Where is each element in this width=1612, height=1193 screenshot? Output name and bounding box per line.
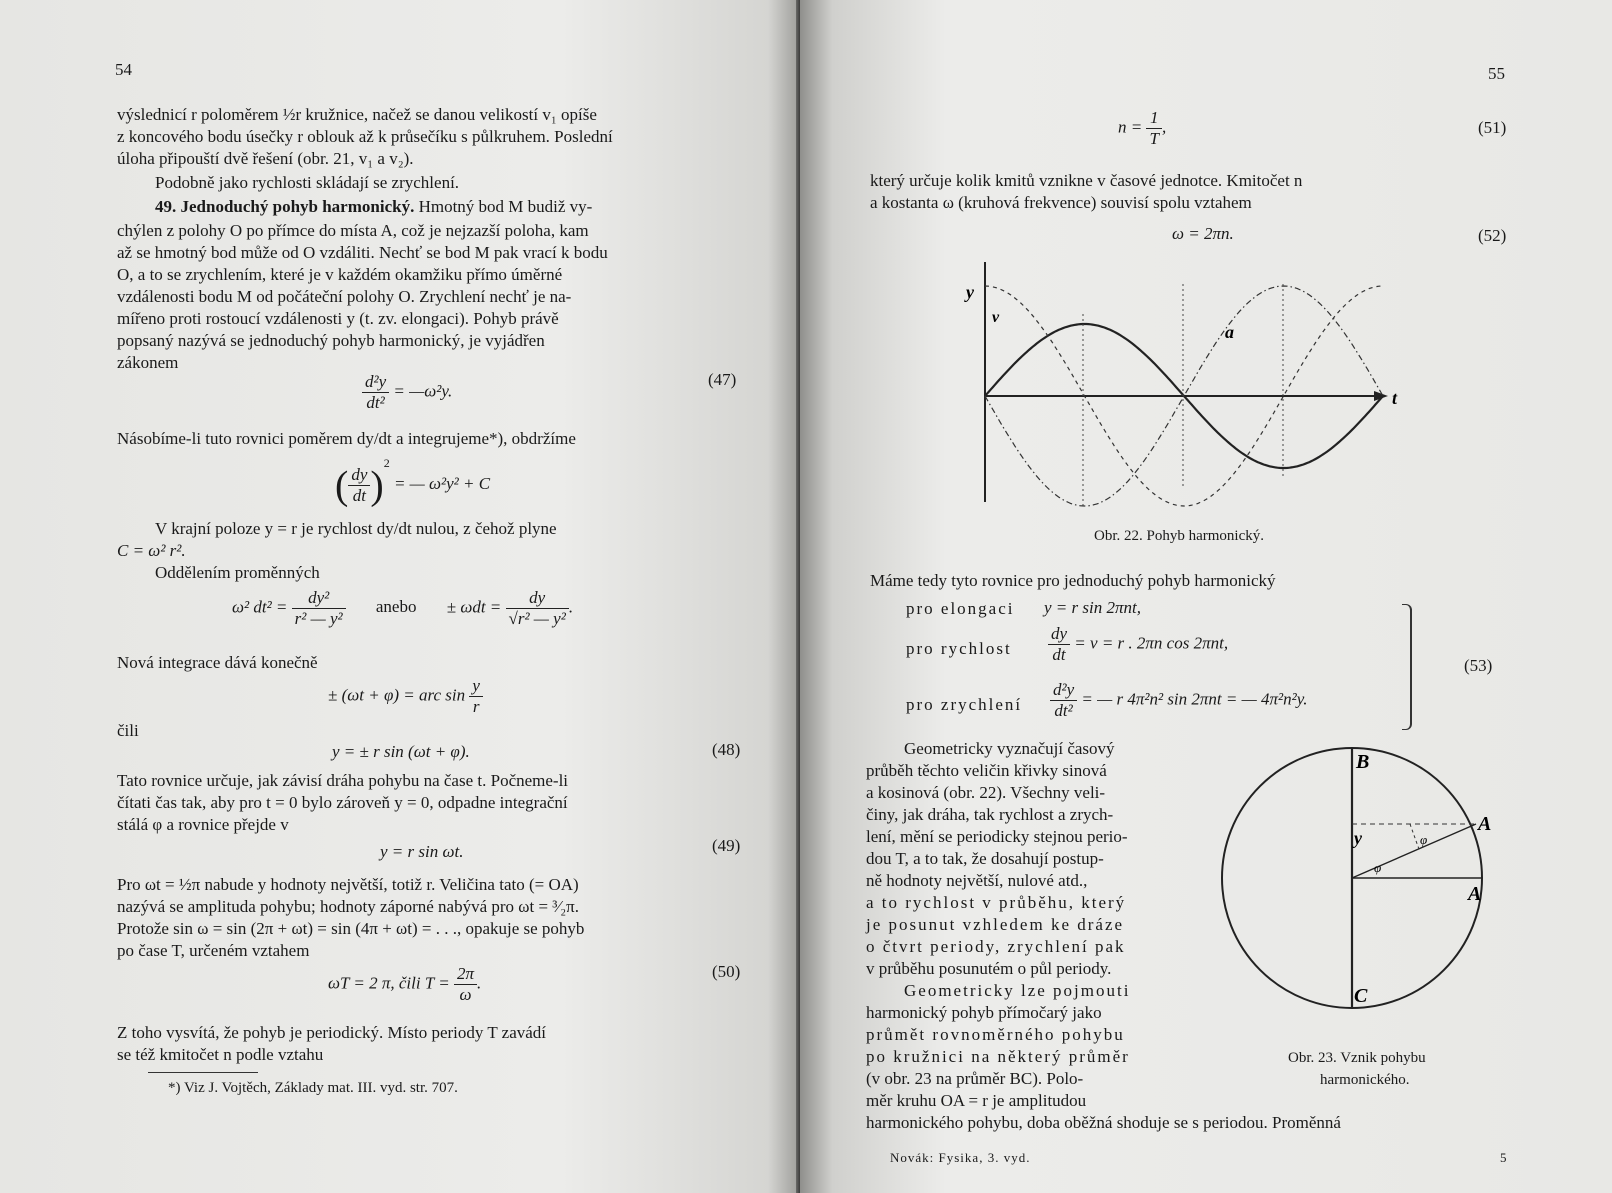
equation-part: . — [568, 597, 574, 617]
text-line: Geometricky lze pojmouti — [904, 981, 1131, 1000]
text-line: dou T, a to tak, že dosahují postup- — [866, 849, 1104, 868]
equation-number: (47) — [708, 370, 737, 389]
equation-48: y = ± r sin (ωt + φ). — [332, 742, 470, 761]
label-a-prime: A — [1468, 883, 1482, 905]
text-line: Tato rovnice určuje, jak závisí dráha pohybu na čase t. Počneme-li — [117, 771, 569, 790]
footnote-rule — [148, 1072, 258, 1073]
text-span: Hmotný bod M budiž vy- — [414, 197, 593, 216]
text-line: harmonický pohyb přímočarý jako — [866, 1003, 1102, 1022]
eq53-row-3 — [1050, 680, 1308, 721]
equation-integration — [328, 676, 483, 717]
radius-moving — [1352, 824, 1476, 878]
text-line: měr kruhu OA = r je amplitudou — [866, 1091, 1087, 1110]
text-line: zákonem — [117, 353, 179, 372]
eq53-label: pro zrychlení — [906, 695, 1023, 714]
equation-part: . — [477, 973, 482, 993]
numerator: y — [469, 676, 483, 697]
text-line: Protože sin ω = sin (2π + ωt) = sin (4π + ωt) = . . ., opakuje se pohyb — [117, 919, 585, 938]
text-line: a kosinová (obr. 22). Všechny veli- — [866, 783, 1106, 802]
numerator: d²y — [1050, 680, 1077, 701]
denominator: dt — [1052, 645, 1066, 664]
denominator: dt² — [1054, 701, 1073, 720]
text-line: Nová integrace dává konečně — [117, 653, 318, 672]
text-line: Oddělením proměnných — [155, 563, 320, 582]
fraction — [348, 465, 370, 506]
text-line: popsaný nazývá se jednoduchý pohyb harmonický, je vyjádřen — [117, 331, 545, 350]
numerator: 2π — [454, 964, 477, 985]
left-page — [0, 0, 800, 1193]
label-v: v — [992, 309, 1000, 326]
fraction — [292, 588, 346, 629]
text-line: Máme tedy tyto rovnice pro jednoduchý pohyb harmonický — [870, 571, 1276, 590]
page-number: 55 — [1488, 64, 1505, 83]
fraction — [506, 588, 569, 629]
equation-part: ω² dt² = — [232, 597, 288, 617]
equation-52: ω = 2πn. — [1172, 224, 1234, 243]
equation-51 — [1118, 108, 1166, 149]
numerator: dy — [348, 465, 370, 486]
numerator: dy² — [292, 588, 346, 609]
label-b: B — [1356, 751, 1370, 773]
page-footer-number: 5 — [1500, 1150, 1508, 1165]
equation-number: (53) — [1464, 656, 1493, 675]
section-heading-line — [155, 196, 592, 218]
equation-49: y = r sin ωt. — [380, 842, 464, 861]
text-line: lení, mění se periodicky stejnou perio- — [866, 827, 1128, 846]
eq53-row-1: y = r sin 2πnt, — [1044, 598, 1141, 617]
fraction — [1146, 108, 1161, 149]
equation-rhs: = —ω²y. — [393, 381, 453, 401]
equation-number: (50) — [712, 962, 741, 981]
numerator: dy — [1048, 624, 1070, 645]
right-brace — [1402, 604, 1412, 730]
numerator: dy — [506, 588, 569, 609]
denominator: dt — [352, 485, 366, 505]
label-c: C — [1354, 985, 1368, 1007]
text-span: shoduje se s periodou. Proměnná — [1116, 1113, 1341, 1132]
text-line: stálá φ a rovnice přejde v — [117, 815, 289, 834]
text-line: a kostanta ω (kruhová frekvence) souvisí spolu vztahem — [870, 193, 1252, 212]
text-line: který určuje kolik kmitů vznikne v časové jednotce. Kmitočet n — [870, 171, 1303, 190]
text-line: po kružnici na některý průměr — [866, 1047, 1130, 1066]
equation-rhs: = — r 4π²n² sin 2πnt = — 4π²n²y. — [1081, 689, 1308, 709]
text-line — [866, 1112, 1341, 1134]
footnote: *) Viz J. Vojtěch, Základy mat. III. vyd. str. 707. — [168, 1080, 458, 1096]
equation-part: ωT = 2 π, čili T = — [328, 973, 450, 993]
text-line: průmět rovnoměrného pohybu — [866, 1025, 1125, 1044]
text-line: nazývá se amplituda pohybu; hodnoty záporné nabývá pro ωt = ³⁄₂π. — [117, 897, 579, 916]
text-line: Podobně jako rychlosti skládají se zrychlení. — [155, 173, 460, 192]
denominator: r — [472, 697, 480, 716]
guide-line — [1410, 824, 1420, 852]
text-line: V krajní poloze y = r je rychlost dy/dt nulou, z čehož plyne — [155, 519, 557, 538]
denominator: dt² — [366, 393, 385, 412]
fraction — [469, 676, 483, 717]
text-line: až se hmotný bod může od O vzdáliti. Nechť se bod M pak vrací k bodu — [117, 243, 608, 262]
denominator: T — [1149, 129, 1159, 148]
equation-number: (49) — [712, 836, 741, 855]
text-line: činy, jak dráha, tak rychlost a zrych- — [866, 805, 1114, 824]
equation-number: (48) — [712, 740, 741, 759]
text-line: O, a to se zrychlením, které je v každém okamžiku přímo úměrné — [117, 265, 563, 284]
text-line: průběh těchto veličin křivky sinová — [866, 761, 1107, 780]
eq53-row-2 — [1048, 624, 1228, 665]
text-line: Pro ωt = ½π nabude y hodnoty největší, totiž r. Veličina tato (= OA) — [117, 875, 579, 894]
text-line: vzdálenosti bodu M od počáteční polohy O. Zrychlení nechť je na- — [117, 287, 572, 306]
denominator: √r² — y² — [508, 609, 566, 628]
equation-part: ± (ωt + φ) = arc sin — [328, 685, 466, 705]
text-line: se též kmitočet n podle vztahu — [117, 1045, 324, 1064]
text-line: o čtvrt periody, zrychlení pak — [866, 937, 1126, 956]
right-page — [800, 0, 1612, 1193]
exponent: 2 — [383, 456, 390, 470]
label-a: a — [1225, 322, 1234, 342]
text-line: Násobíme-li tuto rovnici poměrem dy/dt a integrujeme*), obdržíme — [117, 429, 576, 448]
label-y: y — [1354, 828, 1362, 848]
equation-rhs: = — ω²y² + C — [393, 474, 491, 493]
label-a: A — [1478, 813, 1492, 835]
label-phi: φ — [1420, 832, 1428, 847]
text-line: čili — [117, 721, 139, 740]
equation-rhs: = v = r . 2πn cos 2πnt, — [1074, 633, 1229, 653]
fraction — [1048, 624, 1070, 665]
fraction — [1050, 680, 1077, 721]
label-phi: φ — [1374, 860, 1382, 875]
equation-c: ( $\frac{dy}{dt}$ )$^2$ = — ω²y² + C — [335, 456, 491, 508]
text-line: v průběhu posunutém o půl periody. — [866, 959, 1112, 978]
equation-number: (52) — [1478, 226, 1507, 245]
text-line: úloha připouští dvě řešení (obr. 21, v₁ a v₂). — [117, 149, 414, 168]
label-y: y — [966, 282, 974, 302]
text-line: mířeno proti rostoucí vzdálenosti y (t. zv. elongaci). Pohyb právě — [117, 309, 559, 328]
figure-22-harmonic-motion — [960, 262, 1400, 522]
text-line: ně hodnoty největší, nulové atd., — [866, 871, 1088, 890]
text-line: chýlen z polohy O po přímce do místa A, což je nejzazší poloha, kam — [117, 221, 589, 240]
equation-word: anebo — [375, 597, 417, 617]
text-line: čítati čas tak, aby pro t = 0 bylo zároveň y = 0, odpadne integrační — [117, 793, 568, 812]
fraction — [454, 964, 477, 1005]
text-line: po čase T, určeném vztahem — [117, 941, 310, 960]
text-line: (v obr. 23 na průměr BC). Polo- — [866, 1069, 1084, 1088]
text-line: výslednicí r poloměrem ½r kružnice, načež se danou velikostí v₁ opíše — [117, 105, 597, 124]
text-line: Z toho vysvítá, že pohyb je periodický. Místo periody T zavádí — [117, 1023, 547, 1042]
text-line: z koncového bodu úsečky r oblouk až k průsečíku s půlkruhem. Poslední — [117, 127, 613, 146]
label-t: t — [1392, 388, 1398, 408]
figure-23-caption-line-2: harmonického. — [1320, 1072, 1410, 1088]
denominator: r² — y² — [294, 609, 343, 628]
eq53-label: pro rychlost — [906, 639, 1012, 658]
page-footer-signature: Novák: Fysika, 3. vyd. — [890, 1150, 1031, 1165]
denominator: ω — [459, 985, 472, 1004]
numerator: d²y — [362, 372, 389, 393]
equation-separation — [232, 588, 573, 629]
eq53-label: pro elongaci — [906, 599, 1015, 618]
figure-23-circle — [1240, 740, 1530, 1040]
equation-47 — [362, 372, 452, 413]
figure-23-caption-line-1: Obr. 23. Vznik pohybu — [1288, 1050, 1426, 1066]
numerator: 1 — [1146, 108, 1161, 129]
page-number: 54 — [115, 60, 132, 79]
text-line: C = ω² r². — [117, 541, 186, 560]
equation-part: , — [1161, 117, 1167, 137]
equation-part: ± ωdt = — [446, 597, 502, 617]
figure-22-caption: Obr. 22. Pohyb harmonický. — [1094, 528, 1264, 544]
text-span: harmonického pohybu, doba oběžná — [866, 1113, 1113, 1132]
section-heading: 49. Jednoduchý pohyb harmonický. — [155, 197, 415, 216]
equation-number: (51) — [1478, 118, 1507, 137]
text-line: Geometricky vyznačují časový — [904, 739, 1115, 758]
fraction — [362, 372, 389, 413]
equation-50 — [328, 964, 481, 1005]
equation-part: n = — [1118, 117, 1143, 137]
text-line: je posunut vzhledem ke dráze — [866, 915, 1125, 934]
text-line: a to rychlost v průběhu, který — [866, 893, 1127, 912]
